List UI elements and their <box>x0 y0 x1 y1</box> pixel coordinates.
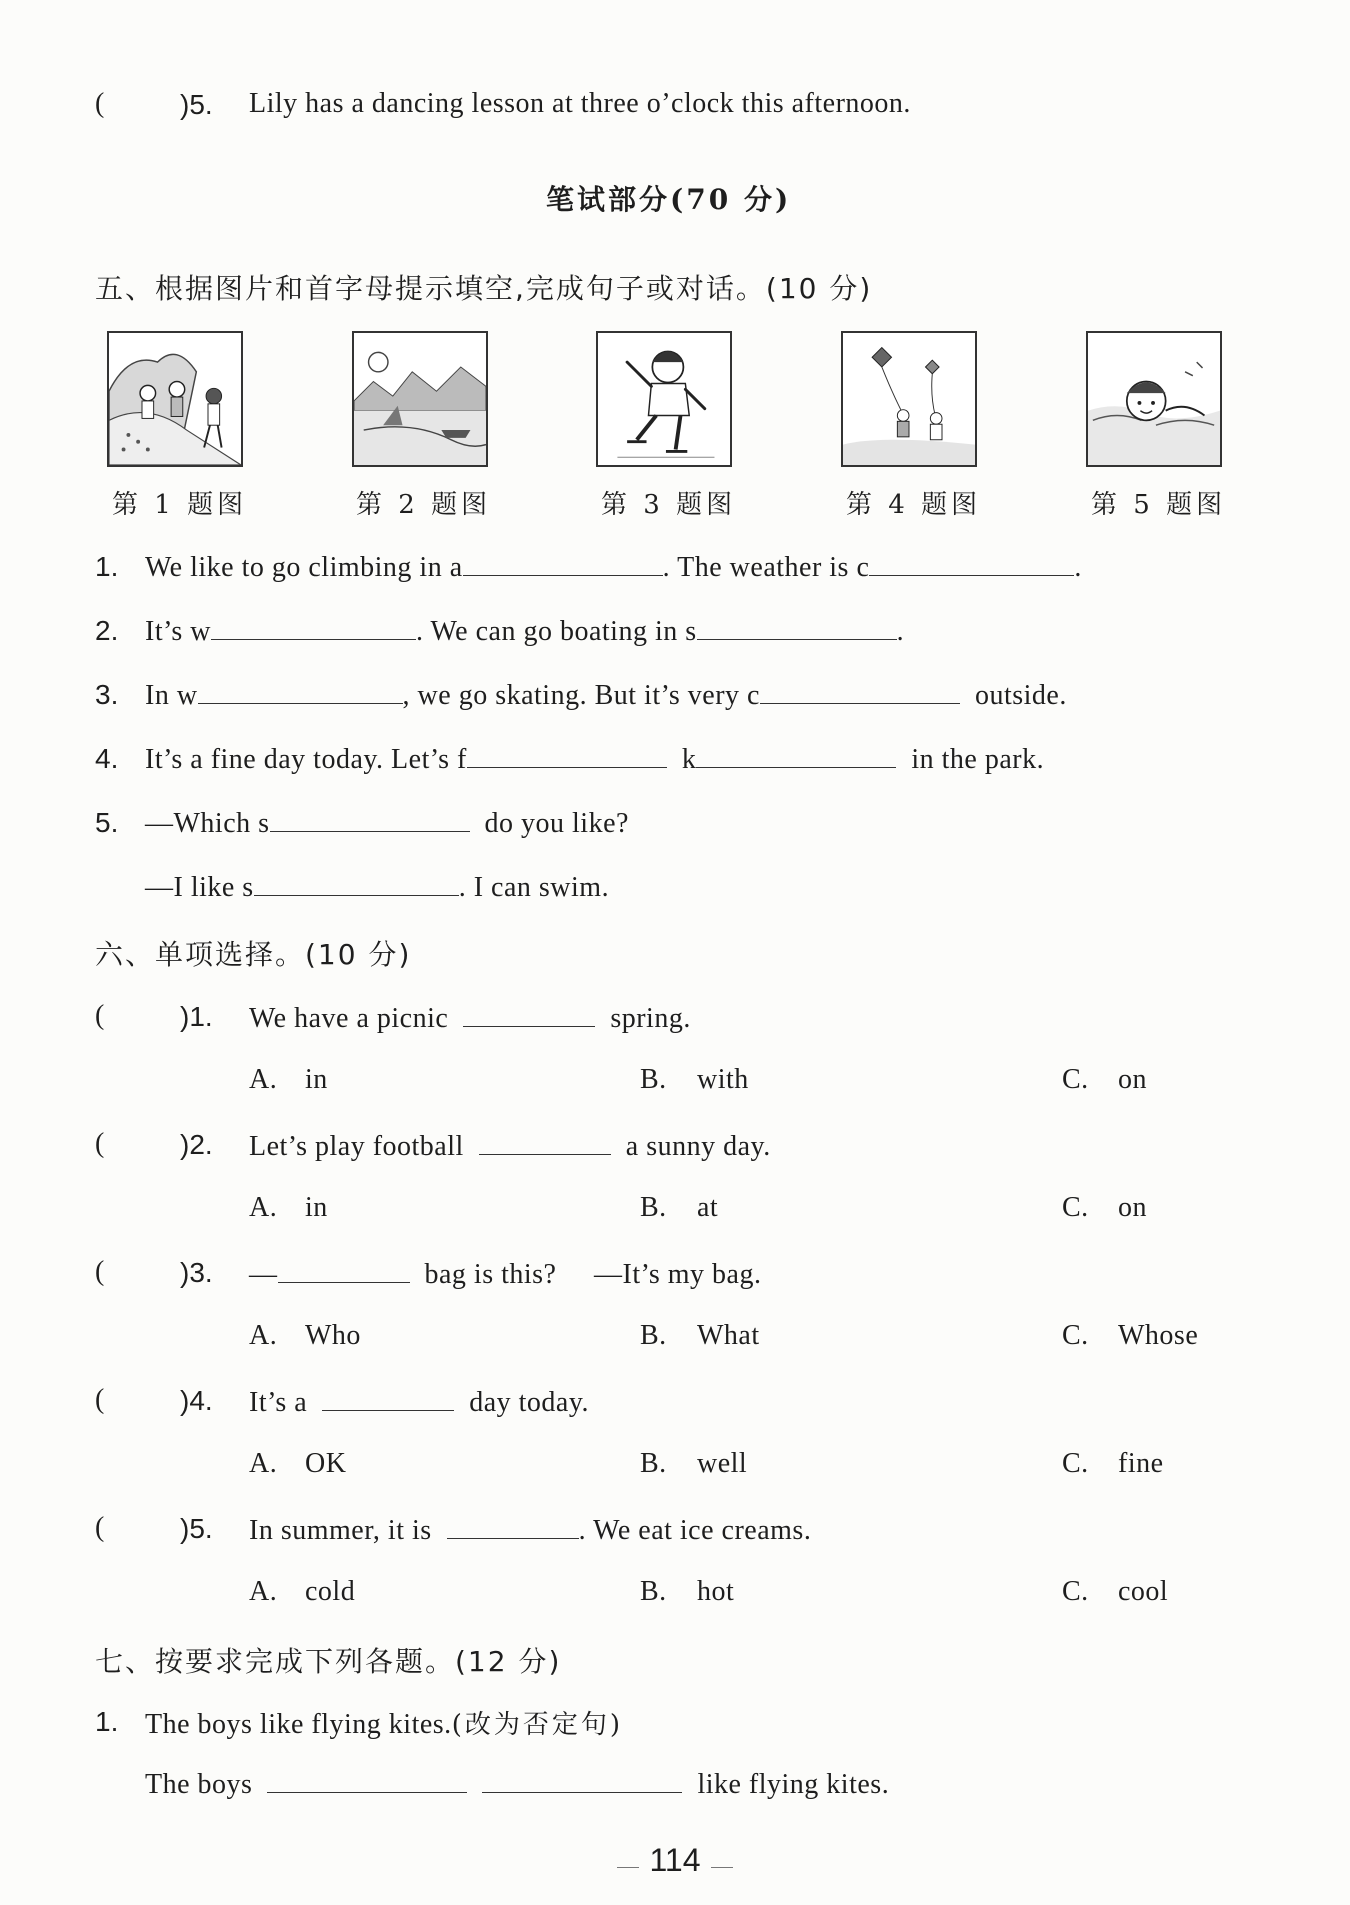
fill-sentence-5b <box>145 869 609 904</box>
blank[interactable] <box>211 613 416 640</box>
fill-sentence-3 <box>145 677 1067 712</box>
blank[interactable] <box>467 741 667 768</box>
blank[interactable] <box>447 1512 579 1539</box>
option-b[interactable]: hot <box>697 1576 735 1607</box>
sentence-part: , we go skating. But it’s very c <box>402 680 760 711</box>
blank[interactable] <box>322 1384 454 1411</box>
option-b[interactable]: well <box>697 1448 748 1479</box>
footer-dash <box>711 1867 733 1868</box>
blank[interactable] <box>696 741 896 768</box>
caption-4: 第 4 题图 <box>846 490 982 520</box>
question-part: —It’s my bag. <box>594 1259 762 1290</box>
option-b[interactable]: with <box>697 1064 749 1095</box>
blank[interactable] <box>278 1256 410 1283</box>
question-part: The boys like flying kites. <box>145 1709 452 1740</box>
caption-5: 第 5 题图 <box>1091 490 1227 520</box>
option-b-letter: B. <box>640 1576 667 1607</box>
blank[interactable] <box>463 1000 595 1027</box>
option-b-letter: B. <box>640 1192 667 1223</box>
question-part: — <box>249 1259 278 1290</box>
question-part: We have a picnic <box>249 1003 449 1034</box>
question-part: a sunny day. <box>625 1131 771 1162</box>
option-c-letter: C. <box>1062 1064 1089 1095</box>
blank[interactable] <box>482 1766 682 1793</box>
answer-paren: ( <box>95 1512 105 1543</box>
option-a-letter: A. <box>249 1064 278 1095</box>
option-a-letter: A. <box>249 1320 278 1351</box>
option-b-letter: B. <box>640 1320 667 1351</box>
question-number: )4. <box>180 1385 213 1416</box>
blank[interactable] <box>760 677 960 704</box>
sentence-part: . The weather is c <box>662 552 870 583</box>
answer-paren: ( <box>95 1256 105 1287</box>
picture-1 <box>107 331 243 467</box>
option-c-letter: C. <box>1062 1192 1089 1223</box>
sentence-part: It’s w <box>145 616 211 647</box>
blank[interactable] <box>198 677 403 704</box>
question-text <box>249 1384 589 1419</box>
answer-paren: ( <box>95 88 105 119</box>
option-a[interactable]: in <box>305 1064 328 1095</box>
blank[interactable] <box>479 1128 611 1155</box>
sentence-part: . <box>1074 552 1082 583</box>
option-c-letter: C. <box>1062 1576 1089 1607</box>
question-text: Lily has a dancing lesson at three o’clock this afternoon. <box>249 88 911 119</box>
sentence-part: —Which s <box>145 808 270 839</box>
option-b-letter: B. <box>640 1064 667 1095</box>
option-a[interactable]: cold <box>305 1576 356 1607</box>
instruction-note: (改为否定句) <box>451 1710 623 1740</box>
sentence-part: outside. <box>974 680 1067 711</box>
option-c-letter: C. <box>1062 1320 1089 1351</box>
blank[interactable] <box>270 805 470 832</box>
part6-heading: 六、单项选择。(10 分) <box>95 938 412 971</box>
sentence-part: do you like? <box>484 808 629 839</box>
sentence-part: —I like s <box>145 872 254 903</box>
option-a[interactable]: in <box>305 1192 328 1223</box>
transform-answer <box>145 1766 889 1801</box>
option-a[interactable]: Who <box>305 1320 361 1351</box>
picture-4 <box>841 331 977 467</box>
option-c-letter: C. <box>1062 1448 1089 1479</box>
blank[interactable] <box>254 869 459 896</box>
answer-part: The boys <box>145 1769 253 1800</box>
fill-sentence-5a <box>145 805 629 840</box>
part5-heading: 五、根据图片和首字母提示填空,完成句子或对话。(10 分) <box>95 272 873 305</box>
option-a[interactable]: OK <box>305 1448 347 1479</box>
fill-sentence-2 <box>145 613 904 648</box>
question-text <box>249 1128 771 1163</box>
option-b-letter: B. <box>640 1448 667 1479</box>
fill-sentence-1 <box>145 549 1082 584</box>
picture-5 <box>1086 331 1222 467</box>
blank[interactable] <box>697 613 897 640</box>
question-number: )2. <box>180 1129 213 1160</box>
option-a-letter: A. <box>249 1192 278 1223</box>
item-number: 1. <box>95 1706 119 1737</box>
footer-dash <box>617 1867 639 1868</box>
caption-2: 第 2 题图 <box>356 490 492 520</box>
caption-1: 第 1 题图 <box>112 490 248 520</box>
question-part: It’s a <box>249 1387 308 1418</box>
question-number: )3. <box>180 1257 213 1288</box>
question-part: . We eat ice creams. <box>578 1515 812 1546</box>
item-number: 1. <box>95 551 119 582</box>
question-part: Let’s play football <box>249 1131 464 1162</box>
question-part: bag is this? <box>424 1259 557 1290</box>
sentence-part: In w <box>145 680 198 711</box>
item-number: 3. <box>95 679 119 710</box>
option-c[interactable]: fine <box>1118 1448 1164 1479</box>
picture-3 <box>596 331 732 467</box>
item-number: 4. <box>95 743 119 774</box>
sentence-part: . <box>896 616 905 647</box>
fill-sentence-4 <box>145 741 1044 776</box>
option-c[interactable]: on <box>1118 1192 1147 1223</box>
transform-question <box>145 1704 623 1741</box>
answer-paren: ( <box>95 1384 105 1415</box>
sentence-part: . I can swim. <box>458 872 610 903</box>
sentence-part: . We can go boating in s <box>416 616 697 647</box>
page-number: 114 <box>649 1842 701 1878</box>
option-c[interactable]: Whose <box>1118 1320 1199 1351</box>
question-number: )5. <box>180 89 213 120</box>
option-c[interactable]: cool <box>1118 1576 1169 1607</box>
blank[interactable] <box>869 549 1074 576</box>
question-text <box>249 1512 811 1547</box>
option-c[interactable]: on <box>1118 1064 1147 1095</box>
option-a-letter: A. <box>249 1448 278 1479</box>
answer-part: like flying kites. <box>697 1769 890 1800</box>
caption-3: 第 3 题图 <box>601 490 737 520</box>
sentence-part: k <box>681 744 697 775</box>
picture-2 <box>352 331 488 467</box>
sentence-part: We like to go climbing in a <box>145 552 463 583</box>
question-text <box>249 1000 691 1035</box>
sentence-part: in the park. <box>911 744 1045 775</box>
answer-paren: ( <box>95 1128 105 1159</box>
part7-heading: 七、按要求完成下列各题。(12 分) <box>95 1645 562 1678</box>
question-part: In summer, it is <box>249 1515 432 1546</box>
blank[interactable] <box>267 1766 467 1793</box>
question-part: spring. <box>610 1003 691 1034</box>
item-number: 5. <box>95 807 119 838</box>
question-number: )5. <box>180 1513 213 1544</box>
question-number: )1. <box>180 1001 213 1032</box>
item-number: 2. <box>95 615 119 646</box>
page-footer <box>600 1842 750 1879</box>
section-title: 笔试部分(70 分) <box>546 183 792 216</box>
option-b[interactable]: at <box>697 1192 719 1223</box>
sentence-part: It’s a fine day today. Let’s f <box>145 744 467 775</box>
option-a-letter: A. <box>249 1576 278 1607</box>
blank[interactable] <box>463 549 663 576</box>
question-text <box>249 1256 762 1291</box>
answer-paren: ( <box>95 1000 105 1031</box>
question-part: day today. <box>469 1387 590 1418</box>
option-b[interactable]: What <box>697 1320 760 1351</box>
